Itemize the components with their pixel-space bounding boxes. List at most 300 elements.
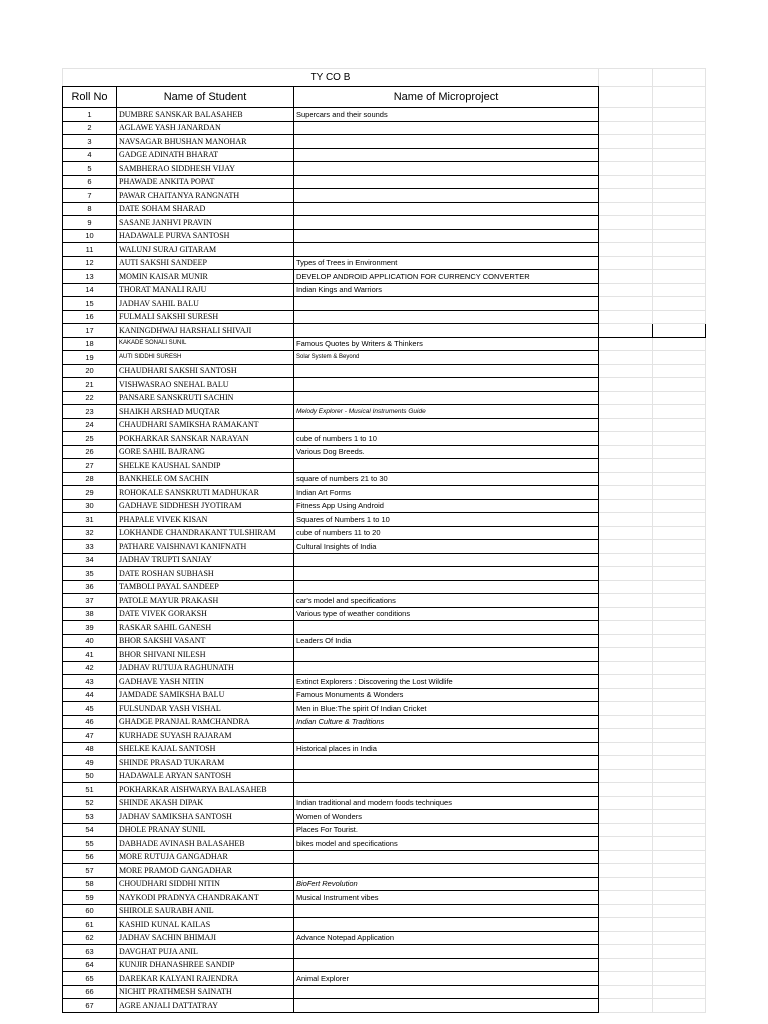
empty-cell <box>599 283 653 297</box>
student-name-cell: MOMIN KAISAR MUNIR <box>117 270 294 284</box>
roll-no-cell: 30 <box>63 499 117 513</box>
roll-no-cell: 24 <box>63 418 117 432</box>
table-row <box>63 108 706 122</box>
empty-cell <box>599 216 653 230</box>
student-name-cell: DATE VIVEK GORAKSH <box>117 607 294 621</box>
student-name-cell: KANINGDHWAJ HARSHALI SHIVAJI <box>117 324 294 338</box>
microproject-cell: Indian Culture & Traditions <box>294 715 599 729</box>
empty-cell <box>653 351 706 365</box>
student-name-cell: BHOR SAKSHI VASANT <box>117 634 294 648</box>
student-name-cell: KAKADE SONALI SUNIL <box>117 337 294 351</box>
student-name-cell: SHAIKH ARSHAD MUQTAR <box>117 405 294 419</box>
microproject-cell: Fitness App Using Android <box>294 499 599 513</box>
empty-cell <box>653 418 706 432</box>
empty-cell <box>653 162 706 176</box>
spreadsheet <box>62 68 706 1013</box>
empty-cell <box>599 148 653 162</box>
student-name-cell: FULMALI SAKSHI SURESH <box>117 310 294 324</box>
roll-no-cell: 5 <box>63 162 117 176</box>
empty-cell <box>599 958 653 972</box>
student-name-cell: JADHAV SACHIN BHIMAJI <box>117 931 294 945</box>
empty-cell <box>653 877 706 891</box>
table-row <box>63 945 706 959</box>
table-row <box>63 526 706 540</box>
table-row <box>63 675 706 689</box>
microproject-cell: Cultural Insights of India <box>294 540 599 554</box>
microproject-cell <box>294 229 599 243</box>
empty-cell <box>599 432 653 446</box>
student-name-cell: JADHAV SAMIKSHA SANTOSH <box>117 810 294 824</box>
roll-no-cell: 10 <box>63 229 117 243</box>
empty-cell <box>653 189 706 203</box>
roll-no-cell: 64 <box>63 958 117 972</box>
roll-no-cell: 33 <box>63 540 117 554</box>
table-row <box>63 567 706 581</box>
microproject-cell <box>294 783 599 797</box>
empty-cell <box>653 391 706 405</box>
empty-cell <box>599 121 653 135</box>
student-name-cell: HADAWALE ARYAN SANTOSH <box>117 769 294 783</box>
table-row <box>63 553 706 567</box>
empty-cell <box>653 445 706 459</box>
table-row <box>63 391 706 405</box>
empty-cell <box>653 472 706 486</box>
empty-cell <box>599 769 653 783</box>
roll-no-cell: 17 <box>63 324 117 338</box>
roll-no-cell: 61 <box>63 918 117 932</box>
empty-cell <box>653 621 706 635</box>
microproject-cell <box>294 297 599 311</box>
roll-no-cell: 11 <box>63 243 117 257</box>
student-name-cell: ROHOKALE SANSKRUTI MADHUKAR <box>117 486 294 500</box>
microproject-cell <box>294 864 599 878</box>
roll-no-cell: 60 <box>63 904 117 918</box>
roll-no-cell: 57 <box>63 864 117 878</box>
table-row <box>63 310 706 324</box>
empty-cell <box>653 945 706 959</box>
empty-cell <box>653 324 706 338</box>
roll-no-cell: 13 <box>63 270 117 284</box>
microproject-cell <box>294 661 599 675</box>
empty-cell <box>653 999 706 1013</box>
student-name-cell: MORE RUTUJA GANGADHAR <box>117 850 294 864</box>
table-row <box>63 661 706 675</box>
student-name-cell: PHAPALE VIVEK KISAN <box>117 513 294 527</box>
microproject-cell <box>294 567 599 581</box>
empty-cell <box>599 486 653 500</box>
empty-cell <box>653 769 706 783</box>
microproject-cell: Melody Explorer - Musical Instruments Guide <box>294 405 599 419</box>
roll-no-cell: 15 <box>63 297 117 311</box>
student-name-cell: CHAUDHARI SAMIKSHA RAMAKANT <box>117 418 294 432</box>
empty-cell <box>599 405 653 419</box>
table-row <box>63 418 706 432</box>
table-row <box>63 904 706 918</box>
roll-no-cell: 51 <box>63 783 117 797</box>
roll-no-cell: 36 <box>63 580 117 594</box>
microproject-cell: Various Dog Breeds. <box>294 445 599 459</box>
student-name-cell: SHELKE KAUSHAL SANDIP <box>117 459 294 473</box>
sheet-title: TY CO B <box>63 69 599 87</box>
table-row <box>63 324 706 338</box>
roll-no-cell: 41 <box>63 648 117 662</box>
empty-cell <box>653 729 706 743</box>
roll-no-cell: 46 <box>63 715 117 729</box>
student-name-cell: AGRE ANJALI DATTATRAY <box>117 999 294 1013</box>
student-name-cell: DATE ROSHAN SUBHASH <box>117 567 294 581</box>
student-name-cell: DABHADE AVINASH BALASAHEB <box>117 837 294 851</box>
empty-cell <box>653 688 706 702</box>
roll-no-cell: 58 <box>63 877 117 891</box>
student-name-cell: DHOLE PRANAY SUNIL <box>117 823 294 837</box>
empty-cell <box>599 135 653 149</box>
student-name-cell: JADHAV SAHIL BALU <box>117 297 294 311</box>
microproject-cell: Places For Tourist. <box>294 823 599 837</box>
student-name-cell: PATOLE MAYUR PRAKASH <box>117 594 294 608</box>
microproject-cell: Leaders Of India <box>294 634 599 648</box>
empty-cell <box>599 715 653 729</box>
table-row <box>63 958 706 972</box>
table-row <box>63 256 706 270</box>
empty-cell <box>599 729 653 743</box>
roll-no-cell: 32 <box>63 526 117 540</box>
roll-no-cell: 42 <box>63 661 117 675</box>
empty-cell <box>599 931 653 945</box>
empty-cell <box>653 580 706 594</box>
empty-cell <box>599 513 653 527</box>
table-row <box>63 931 706 945</box>
student-name-cell: GADGE ADINATH BHARAT <box>117 148 294 162</box>
empty-cell <box>653 864 706 878</box>
table-row <box>63 364 706 378</box>
empty-cell <box>653 823 706 837</box>
microproject-cell <box>294 324 599 338</box>
student-name-cell: DAREKAR KALYANI RAJENDRA <box>117 972 294 986</box>
table-row <box>63 877 706 891</box>
roll-no-cell: 59 <box>63 891 117 905</box>
table-row <box>63 918 706 932</box>
empty-cell <box>599 877 653 891</box>
table-row <box>63 499 706 513</box>
table-row <box>63 175 706 189</box>
microproject-cell <box>294 148 599 162</box>
microproject-cell <box>294 189 599 203</box>
roll-no-cell: 18 <box>63 337 117 351</box>
empty-cell <box>599 297 653 311</box>
student-name-cell: GADHAVE SIDDHESH JYOTIRAM <box>117 499 294 513</box>
empty-cell <box>653 378 706 392</box>
empty-cell <box>653 405 706 419</box>
table-row <box>63 594 706 608</box>
table-row <box>63 432 706 446</box>
student-name-cell: DATE SOHAM SHARAD <box>117 202 294 216</box>
roll-no-cell: 19 <box>63 351 117 365</box>
roll-no-cell: 27 <box>63 459 117 473</box>
empty-cell <box>599 567 653 581</box>
empty-cell <box>653 526 706 540</box>
microproject-cell: Famous Quotes by Writers & Thinkers <box>294 337 599 351</box>
empty-cell <box>653 985 706 999</box>
microproject-cell: Squares of Numbers 1 to 10 <box>294 513 599 527</box>
microproject-cell: Men in Blue:The spirit Of Indian Cricket <box>294 702 599 716</box>
table-row <box>63 229 706 243</box>
table-row <box>63 297 706 311</box>
microproject-cell <box>294 850 599 864</box>
roll-no-cell: 7 <box>63 189 117 203</box>
roll-no-cell: 14 <box>63 283 117 297</box>
roll-no-cell: 66 <box>63 985 117 999</box>
student-name-cell: NAYKODI PRADNYA CHANDRAKANT <box>117 891 294 905</box>
table-row <box>63 648 706 662</box>
empty-cell <box>599 891 653 905</box>
student-name-cell: DUMBRE SANSKAR BALASAHEB <box>117 108 294 122</box>
microproject-cell <box>294 216 599 230</box>
empty-cell <box>599 742 653 756</box>
empty-cell <box>599 472 653 486</box>
table-row <box>63 715 706 729</box>
student-name-cell: PANSARE SANSKRUTI SACHIN <box>117 391 294 405</box>
empty-cell <box>599 553 653 567</box>
microproject-cell: cube of numbers 1 to 10 <box>294 432 599 446</box>
student-name-cell: PAWAR CHAITANYA RANGNATH <box>117 189 294 203</box>
empty-cell <box>653 918 706 932</box>
microproject-cell <box>294 378 599 392</box>
table-row <box>63 607 706 621</box>
table-row <box>63 405 706 419</box>
student-name-cell: VISHWASRAO SNEHAL BALU <box>117 378 294 392</box>
microproject-cell <box>294 202 599 216</box>
empty-cell <box>653 634 706 648</box>
empty-cell <box>599 540 653 554</box>
roll-no-cell: 55 <box>63 837 117 851</box>
roll-no-header: Roll No <box>63 87 117 108</box>
empty-cell <box>599 499 653 513</box>
roll-no-cell: 23 <box>63 405 117 419</box>
empty-cell <box>653 891 706 905</box>
table-row <box>63 459 706 473</box>
roll-no-cell: 40 <box>63 634 117 648</box>
empty-cell <box>599 661 653 675</box>
empty-cell <box>653 243 706 257</box>
roll-no-cell: 25 <box>63 432 117 446</box>
student-name-cell: SAMBHERAO SIDDHESH VIJAY <box>117 162 294 176</box>
microproject-cell <box>294 769 599 783</box>
empty-cell <box>599 783 653 797</box>
table-row <box>63 796 706 810</box>
microproject-cell: car's model and specifications <box>294 594 599 608</box>
table-row <box>63 729 706 743</box>
student-name-cell: FULSUNDAR YASH VISHAL <box>117 702 294 716</box>
table-row <box>63 972 706 986</box>
empty-cell <box>599 175 653 189</box>
student-name-cell: RASKAR SAHIL GANESH <box>117 621 294 635</box>
roll-no-cell: 62 <box>63 931 117 945</box>
table-row <box>63 243 706 257</box>
empty-cell <box>599 337 653 351</box>
microproject-cell: Animal Explorer <box>294 972 599 986</box>
student-name-cell: JADHAV TRUPTI SANJAY <box>117 553 294 567</box>
table-row <box>63 202 706 216</box>
microproject-cell: Musical Instrument vibes <box>294 891 599 905</box>
table-row <box>63 189 706 203</box>
empty-cell <box>599 351 653 365</box>
empty-cell <box>653 499 706 513</box>
microproject-cell: BioFert Revolution <box>294 877 599 891</box>
student-name-cell: POKHARKAR SANSKAR NARAYAN <box>117 432 294 446</box>
table-row <box>63 756 706 770</box>
student-name-cell: WALUNJ SURAJ GITARAM <box>117 243 294 257</box>
table-row <box>63 337 706 351</box>
student-name-cell: KASHID KUNAL KAILAS <box>117 918 294 932</box>
empty-cell <box>653 108 706 122</box>
empty-cell <box>653 742 706 756</box>
empty-cell <box>653 432 706 446</box>
empty-cell <box>599 310 653 324</box>
roll-no-cell: 48 <box>63 742 117 756</box>
empty-cell <box>653 297 706 311</box>
empty-cell <box>599 702 653 716</box>
microproject-cell: Solar System & Beyond <box>294 351 599 365</box>
table-row <box>63 999 706 1013</box>
roll-no-cell: 44 <box>63 688 117 702</box>
microproject-cell <box>294 459 599 473</box>
empty-cell <box>599 823 653 837</box>
student-name-cell: PATHARE VAISHNAVI KANIFNATH <box>117 540 294 554</box>
empty-cell <box>653 850 706 864</box>
empty-cell <box>599 229 653 243</box>
table-row <box>63 378 706 392</box>
empty-cell <box>653 958 706 972</box>
roll-no-cell: 31 <box>63 513 117 527</box>
empty-cell <box>653 931 706 945</box>
table-row <box>63 634 706 648</box>
student-name-cell: SHIROLE SAURABH ANIL <box>117 904 294 918</box>
empty-cell <box>653 972 706 986</box>
student-name-cell: KURHADE SUYASH RAJARAM <box>117 729 294 743</box>
empty-cell <box>653 594 706 608</box>
roll-no-cell: 50 <box>63 769 117 783</box>
table-row <box>63 985 706 999</box>
student-name-cell: SHELKE KAJAL SANTOSH <box>117 742 294 756</box>
empty-cell <box>599 378 653 392</box>
microproject-cell <box>294 918 599 932</box>
empty-cell <box>653 256 706 270</box>
empty-cell <box>653 904 706 918</box>
roll-no-cell: 54 <box>63 823 117 837</box>
empty-cell <box>653 486 706 500</box>
empty-cell <box>599 418 653 432</box>
table-row <box>63 769 706 783</box>
table-row <box>63 472 706 486</box>
table-row <box>63 864 706 878</box>
empty-cell <box>653 810 706 824</box>
table-row <box>63 540 706 554</box>
empty-cell <box>599 999 653 1013</box>
empty-cell <box>599 904 653 918</box>
microproject-cell: DEVELOP ANDROID APPLICATION FOR CURRENCY CONVERTER <box>294 270 599 284</box>
table-row <box>63 621 706 635</box>
empty-cell <box>599 391 653 405</box>
empty-cell <box>653 310 706 324</box>
empty-cell <box>599 972 653 986</box>
empty-cell <box>599 688 653 702</box>
microproject-cell: Indian traditional and modern foods techniques <box>294 796 599 810</box>
microproject-cell: Women of Wonders <box>294 810 599 824</box>
empty-cell <box>653 229 706 243</box>
empty-cell <box>599 526 653 540</box>
student-table <box>62 68 706 1013</box>
student-name-cell: JADHAV RUTUJA RAGHUNATH <box>117 661 294 675</box>
empty-cell <box>653 283 706 297</box>
student-name-cell: HADAWALE PURVA SANTOSH <box>117 229 294 243</box>
table-row <box>63 351 706 365</box>
student-name-cell: MORE PRAMOD GANGADHAR <box>117 864 294 878</box>
empty-cell <box>599 634 653 648</box>
empty-cell <box>599 648 653 662</box>
table-row <box>63 135 706 149</box>
table-row <box>63 783 706 797</box>
microproject-cell <box>294 904 599 918</box>
microproject-cell: Various type of weather conditions <box>294 607 599 621</box>
table-row <box>63 270 706 284</box>
student-name-cell: NAVSAGAR BHUSHAN MANOHAR <box>117 135 294 149</box>
microproject-cell <box>294 621 599 635</box>
student-name-cell: KUNJIR DHANASHREE SANDIP <box>117 958 294 972</box>
microproject-cell <box>294 985 599 999</box>
student-name-cell: PHAWADE ANKITA POPAT <box>117 175 294 189</box>
student-name-cell: CHAUDHARI SAKSHI SANTOSH <box>117 364 294 378</box>
roll-no-cell: 28 <box>63 472 117 486</box>
empty-cell <box>653 121 706 135</box>
microproject-cell <box>294 310 599 324</box>
roll-no-cell: 1 <box>63 108 117 122</box>
student-name-cell: GHADGE PRANJAL RAMCHANDRA <box>117 715 294 729</box>
roll-no-cell: 49 <box>63 756 117 770</box>
empty-cell <box>653 796 706 810</box>
roll-no-cell: 35 <box>63 567 117 581</box>
roll-no-cell: 53 <box>63 810 117 824</box>
empty-cell <box>599 985 653 999</box>
table-row <box>63 486 706 500</box>
empty-cell <box>599 202 653 216</box>
empty-cell <box>599 108 653 122</box>
empty-cell <box>599 445 653 459</box>
microproject-cell: Types of Trees in Environment <box>294 256 599 270</box>
microproject-cell <box>294 243 599 257</box>
microproject-cell: bikes model and specifications <box>294 837 599 851</box>
roll-no-cell: 34 <box>63 553 117 567</box>
empty-cell <box>599 756 653 770</box>
student-name-cell: CHOUDHARI SIDDHI NITIN <box>117 877 294 891</box>
roll-no-cell: 43 <box>63 675 117 689</box>
microproject-cell <box>294 391 599 405</box>
student-name-cell: AGLAWE YASH JANARDAN <box>117 121 294 135</box>
empty-cell <box>653 567 706 581</box>
microproject-cell <box>294 648 599 662</box>
empty-cell <box>653 513 706 527</box>
student-name-cell: LOKHANDE CHANDRAKANT TULSHIRAM <box>117 526 294 540</box>
microproject-cell <box>294 162 599 176</box>
table-row <box>63 216 706 230</box>
empty-cell <box>653 337 706 351</box>
roll-no-cell: 52 <box>63 796 117 810</box>
roll-no-cell: 3 <box>63 135 117 149</box>
student-name-cell: THORAT MANALI RAJU <box>117 283 294 297</box>
empty-cell <box>599 675 653 689</box>
empty-cell <box>599 580 653 594</box>
empty-cell <box>653 715 706 729</box>
table-row <box>63 162 706 176</box>
